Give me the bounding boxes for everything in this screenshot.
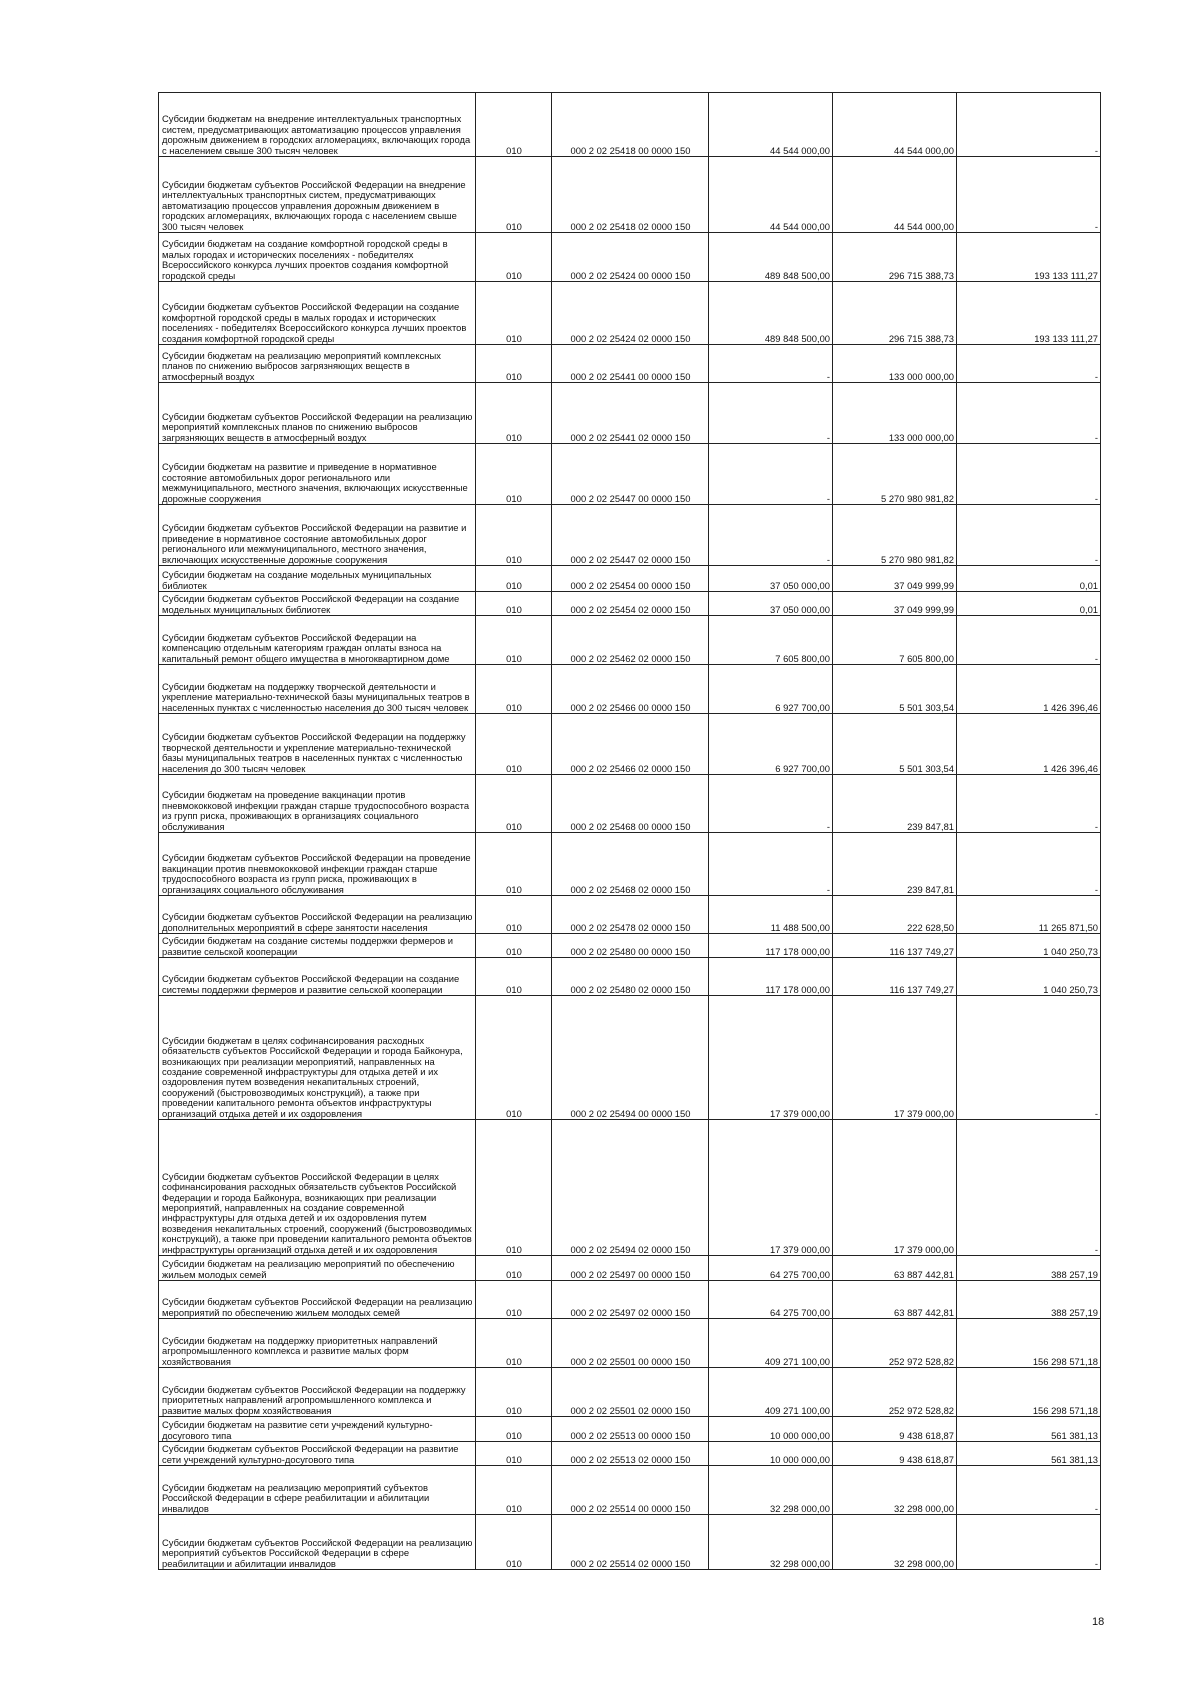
- budget-code-cell: 000 2 02 25424 00 0000 150: [552, 233, 709, 282]
- executed-amount-cell: 32 298 000,00: [833, 1515, 957, 1570]
- budget-code-cell: 000 2 02 25513 00 0000 150: [552, 1417, 709, 1442]
- indicator-name-cell: Субсидии бюджетам субъектов Российской Федерации на внедрение интеллектуальных транспортных систем, предусматривающих автоматизацию процессов управления дорожным движением в городских агломерациях, включающих города с населением свыше 300 тысяч человек: [159, 157, 476, 233]
- table-row: [159, 345, 1101, 383]
- executed-amount-cell: 252 972 528,82: [833, 1368, 957, 1417]
- line-code-cell: 010: [476, 714, 552, 775]
- approved-amount-cell: -: [709, 775, 833, 833]
- unexecuted-amount-cell: 388 257,19: [957, 1281, 1101, 1319]
- indicator-name-cell: Субсидии бюджетам на реализацию мероприятий по обеспечению жильем молодых семей: [159, 1256, 476, 1281]
- unexecuted-amount-cell: 1 426 396,46: [957, 665, 1101, 714]
- unexecuted-amount-cell: 11 265 871,50: [957, 896, 1101, 934]
- table-row: [159, 1120, 1101, 1256]
- table-row: [159, 1442, 1101, 1466]
- table-row: [159, 282, 1101, 345]
- indicator-name-cell: Субсидии бюджетам субъектов Российской Федерации на создание модельных муниципальных библиотек: [159, 592, 476, 616]
- budget-code-cell: 000 2 02 25478 02 0000 150: [552, 896, 709, 934]
- indicator-name-cell: Субсидии бюджетам субъектов Российской Федерации на реализацию мероприятий субъектов Российской Федерации в сфере реабилитации и абилитации инвалидов: [159, 1515, 476, 1570]
- table-row: [159, 383, 1101, 444]
- table-row: [159, 616, 1101, 665]
- approved-amount-cell: 489 848 500,00: [709, 282, 833, 345]
- indicator-name-cell: Субсидии бюджетам на проведение вакцинации против пневмококковой инфекции граждан старше трудоспособного возраста из групп риска, проживающих в организациях социального обслуживания: [159, 775, 476, 833]
- executed-amount-cell: 17 379 000,00: [833, 1120, 957, 1256]
- budget-code-cell: 000 2 02 25466 02 0000 150: [552, 714, 709, 775]
- line-code-cell: 010: [476, 958, 552, 996]
- executed-amount-cell: 5 270 980 981,82: [833, 444, 957, 505]
- approved-amount-cell: 44 544 000,00: [709, 93, 833, 157]
- unexecuted-amount-cell: -: [957, 444, 1101, 505]
- line-code-cell: 010: [476, 592, 552, 616]
- line-code-cell: 010: [476, 1417, 552, 1442]
- approved-amount-cell: 44 544 000,00: [709, 157, 833, 233]
- approved-amount-cell: 32 298 000,00: [709, 1515, 833, 1570]
- indicator-name-cell: Субсидии бюджетам субъектов Российской Федерации на компенсацию отдельным категориям граждан оплаты взноса на капитальный ремонт общего имущества в многоквартирном доме: [159, 616, 476, 665]
- line-code-cell: 010: [476, 996, 552, 1120]
- budget-code-cell: 000 2 02 25454 02 0000 150: [552, 592, 709, 616]
- indicator-name-cell: Субсидии бюджетам на внедрение интеллектуальных транспортных систем, предусматривающих автоматизацию процессов управления дорожным движением в городских агломерациях, включающих города с населением свыше 300 тысяч человек: [159, 93, 476, 157]
- line-code-cell: 010: [476, 1120, 552, 1256]
- indicator-name-cell: Субсидии бюджетам на реализацию мероприятий субъектов Российской Федерации в сфере реабилитации и абилитации инвалидов: [159, 1466, 476, 1515]
- budget-code-cell: 000 2 02 25447 02 0000 150: [552, 505, 709, 566]
- budget-code-cell: 000 2 02 25514 02 0000 150: [552, 1515, 709, 1570]
- line-code-cell: 010: [476, 833, 552, 896]
- indicator-name-cell: Субсидии бюджетам на создание комфортной городской среды в малых городах и исторических поселениях - победителях Всероссийского конкурса лучших проектов создания комфортной городской среды: [159, 233, 476, 282]
- budget-code-cell: 000 2 02 25480 02 0000 150: [552, 958, 709, 996]
- budget-code-cell: 000 2 02 25418 02 0000 150: [552, 157, 709, 233]
- unexecuted-amount-cell: 0,01: [957, 592, 1101, 616]
- executed-amount-cell: 9 438 618,87: [833, 1417, 957, 1442]
- line-code-cell: 010: [476, 233, 552, 282]
- indicator-name-cell: Субсидии бюджетам субъектов Российской Федерации на поддержку творческой деятельности и укрепление материально-технической базы муниципальных театров в населенных пунктах с численностью населения до 300 тысяч человек: [159, 714, 476, 775]
- line-code-cell: 010: [476, 345, 552, 383]
- executed-amount-cell: 222 628,50: [833, 896, 957, 934]
- executed-amount-cell: 239 847,81: [833, 775, 957, 833]
- approved-amount-cell: 37 050 000,00: [709, 592, 833, 616]
- budget-table: [158, 92, 1101, 1570]
- executed-amount-cell: 63 887 442,81: [833, 1281, 957, 1319]
- executed-amount-cell: 252 972 528,82: [833, 1319, 957, 1368]
- table-row: [159, 665, 1101, 714]
- table-row: [159, 444, 1101, 505]
- table-row: [159, 233, 1101, 282]
- budget-code-cell: 000 2 02 25447 00 0000 150: [552, 444, 709, 505]
- executed-amount-cell: 133 000 000,00: [833, 345, 957, 383]
- table-row: [159, 996, 1101, 1120]
- executed-amount-cell: 7 605 800,00: [833, 616, 957, 665]
- approved-amount-cell: 117 178 000,00: [709, 958, 833, 996]
- executed-amount-cell: 239 847,81: [833, 833, 957, 896]
- approved-amount-cell: 117 178 000,00: [709, 934, 833, 958]
- indicator-name-cell: Субсидии бюджетам субъектов Российской Федерации на развитие и приведение в нормативное состояние автомобильных дорог регионального или межмуниципального, местного значения, включающих искусственные дорожные сооружения: [159, 505, 476, 566]
- table-row: [159, 896, 1101, 934]
- indicator-name-cell: Субсидии бюджетам на реализацию мероприятий комплексных планов по снижению выбросов загрязняющих веществ в атмосферный воздух: [159, 345, 476, 383]
- approved-amount-cell: 6 927 700,00: [709, 714, 833, 775]
- approved-amount-cell: 64 275 700,00: [709, 1281, 833, 1319]
- table-row: [159, 1256, 1101, 1281]
- unexecuted-amount-cell: -: [957, 833, 1101, 896]
- line-code-cell: 010: [476, 1256, 552, 1281]
- unexecuted-amount-cell: -: [957, 383, 1101, 444]
- executed-amount-cell: 5 501 303,54: [833, 665, 957, 714]
- line-code-cell: 010: [476, 665, 552, 714]
- indicator-name-cell: Субсидии бюджетам субъектов Российской Федерации на реализацию мероприятий комплексных планов по снижению выбросов загрязняющих веществ в атмосферный воздух: [159, 383, 476, 444]
- line-code-cell: 010: [476, 282, 552, 345]
- line-code-cell: 010: [476, 934, 552, 958]
- unexecuted-amount-cell: 1 040 250,73: [957, 934, 1101, 958]
- approved-amount-cell: 32 298 000,00: [709, 1466, 833, 1515]
- approved-amount-cell: 11 488 500,00: [709, 896, 833, 934]
- executed-amount-cell: 44 544 000,00: [833, 157, 957, 233]
- approved-amount-cell: -: [709, 505, 833, 566]
- unexecuted-amount-cell: 0,01: [957, 566, 1101, 592]
- table-row: [159, 592, 1101, 616]
- executed-amount-cell: 37 049 999,99: [833, 566, 957, 592]
- approved-amount-cell: 64 275 700,00: [709, 1256, 833, 1281]
- unexecuted-amount-cell: -: [957, 93, 1101, 157]
- executed-amount-cell: 133 000 000,00: [833, 383, 957, 444]
- line-code-cell: 010: [476, 1515, 552, 1570]
- budget-code-cell: 000 2 02 25497 00 0000 150: [552, 1256, 709, 1281]
- indicator-name-cell: Субсидии бюджетам в целях софинансирования расходных обязательств субъектов Российской Федерации и города Байконура, возникающих при реализации мероприятий, направленных на создание современной инфраструктуры для отдыха детей и их оздоровления путем возведения некапитальных строений, сооружений (быстровозводимых конструкций), а также при проведении капитального ремонта объектов инфраструктуры организаций отдыха детей и их оздоровления: [159, 996, 476, 1120]
- executed-amount-cell: 44 544 000,00: [833, 93, 957, 157]
- budget-code-cell: 000 2 02 25454 00 0000 150: [552, 566, 709, 592]
- line-code-cell: 010: [476, 383, 552, 444]
- unexecuted-amount-cell: -: [957, 1120, 1101, 1256]
- indicator-name-cell: Субсидии бюджетам на поддержку приоритетных направлений агропромышленного комплекса и развитие малых форм хозяйствования: [159, 1319, 476, 1368]
- approved-amount-cell: -: [709, 833, 833, 896]
- budget-code-cell: 000 2 02 25418 00 0000 150: [552, 93, 709, 157]
- table-row: [159, 1368, 1101, 1417]
- table-row: [159, 934, 1101, 958]
- table-row: [159, 1515, 1101, 1570]
- budget-code-cell: 000 2 02 25514 00 0000 150: [552, 1466, 709, 1515]
- table-row: [159, 93, 1101, 157]
- table-row: [159, 1281, 1101, 1319]
- line-code-cell: 010: [476, 505, 552, 566]
- approved-amount-cell: -: [709, 444, 833, 505]
- table-body: [159, 93, 1101, 1570]
- table-row: [159, 833, 1101, 896]
- approved-amount-cell: 10 000 000,00: [709, 1442, 833, 1466]
- unexecuted-amount-cell: -: [957, 775, 1101, 833]
- indicator-name-cell: Субсидии бюджетам на создание модельных муниципальных библиотек: [159, 566, 476, 592]
- indicator-name-cell: Субсидии бюджетам субъектов Российской Федерации на создание комфортной городской среды в малых городах и исторических поселениях - победителях Всероссийского конкурса лучших проектов создания комфортной городской среды: [159, 282, 476, 345]
- budget-code-cell: 000 2 02 25466 00 0000 150: [552, 665, 709, 714]
- line-code-cell: 010: [476, 896, 552, 934]
- unexecuted-amount-cell: 388 257,19: [957, 1256, 1101, 1281]
- unexecuted-amount-cell: -: [957, 505, 1101, 566]
- unexecuted-amount-cell: -: [957, 345, 1101, 383]
- approved-amount-cell: 409 271 100,00: [709, 1368, 833, 1417]
- indicator-name-cell: Субсидии бюджетам субъектов Российской Федерации на проведение вакцинации против пневмококковой инфекции граждан старше трудоспособного возраста из групп риска, проживающих в организациях социального обслуживания: [159, 833, 476, 896]
- executed-amount-cell: 5 501 303,54: [833, 714, 957, 775]
- executed-amount-cell: 5 270 980 981,82: [833, 505, 957, 566]
- approved-amount-cell: -: [709, 345, 833, 383]
- unexecuted-amount-cell: -: [957, 1466, 1101, 1515]
- budget-code-cell: 000 2 02 25462 02 0000 150: [552, 616, 709, 665]
- unexecuted-amount-cell: 193 133 111,27: [957, 233, 1101, 282]
- indicator-name-cell: Субсидии бюджетам на создание системы поддержки фермеров и развитие сельской кооперации: [159, 934, 476, 958]
- budget-code-cell: 000 2 02 25494 02 0000 150: [552, 1120, 709, 1256]
- approved-amount-cell: -: [709, 383, 833, 444]
- executed-amount-cell: 116 137 749,27: [833, 934, 957, 958]
- executed-amount-cell: 63 887 442,81: [833, 1256, 957, 1281]
- budget-code-cell: 000 2 02 25441 02 0000 150: [552, 383, 709, 444]
- executed-amount-cell: 296 715 388,73: [833, 282, 957, 345]
- executed-amount-cell: 32 298 000,00: [833, 1466, 957, 1515]
- unexecuted-amount-cell: 156 298 571,18: [957, 1319, 1101, 1368]
- approved-amount-cell: 409 271 100,00: [709, 1319, 833, 1368]
- line-code-cell: 010: [476, 444, 552, 505]
- approved-amount-cell: 17 379 000,00: [709, 996, 833, 1120]
- line-code-cell: 010: [476, 1281, 552, 1319]
- approved-amount-cell: 6 927 700,00: [709, 665, 833, 714]
- indicator-name-cell: Субсидии бюджетам субъектов Российской Федерации на поддержку приоритетных направлений агропромышленного комплекса и развитие малых форм хозяйствования: [159, 1368, 476, 1417]
- line-code-cell: 010: [476, 616, 552, 665]
- unexecuted-amount-cell: 561 381,13: [957, 1417, 1101, 1442]
- approved-amount-cell: 10 000 000,00: [709, 1417, 833, 1442]
- executed-amount-cell: 9 438 618,87: [833, 1442, 957, 1466]
- budget-code-cell: 000 2 02 25494 00 0000 150: [552, 996, 709, 1120]
- page-number: 18: [1092, 1616, 1105, 1628]
- table-row: [159, 714, 1101, 775]
- budget-code-cell: 000 2 02 25497 02 0000 150: [552, 1281, 709, 1319]
- budget-code-cell: 000 2 02 25468 02 0000 150: [552, 833, 709, 896]
- executed-amount-cell: 296 715 388,73: [833, 233, 957, 282]
- indicator-name-cell: Субсидии бюджетам субъектов Российской Федерации на реализацию дополнительных мероприятий в сфере занятости населения: [159, 896, 476, 934]
- line-code-cell: 010: [476, 566, 552, 592]
- approved-amount-cell: 37 050 000,00: [709, 566, 833, 592]
- table-row: [159, 958, 1101, 996]
- line-code-cell: 010: [476, 1368, 552, 1417]
- executed-amount-cell: 116 137 749,27: [833, 958, 957, 996]
- unexecuted-amount-cell: 1 426 396,46: [957, 714, 1101, 775]
- line-code-cell: 010: [476, 1442, 552, 1466]
- table-row: [159, 505, 1101, 566]
- table-row: [159, 566, 1101, 592]
- unexecuted-amount-cell: 561 381,13: [957, 1442, 1101, 1466]
- indicator-name-cell: Субсидии бюджетам субъектов Российской Федерации в целях софинансирования расходных обязательств субъектов Российской Федерации и города Байконура, возникающих при реализации мероприятий, направленных на создание современной инфраструктуры для отдыха детей и их оздоровления путем возведения некапитальных строений, сооружений (быстровозводимых конструкций), а также при проведении капитального ремонта объектов инфраструктуры организаций отдыха детей и их оздоровления: [159, 1120, 476, 1256]
- unexecuted-amount-cell: -: [957, 157, 1101, 233]
- budget-code-cell: 000 2 02 25513 02 0000 150: [552, 1442, 709, 1466]
- table-row: [159, 1319, 1101, 1368]
- line-code-cell: 010: [476, 93, 552, 157]
- line-code-cell: 010: [476, 775, 552, 833]
- budget-code-cell: 000 2 02 25480 00 0000 150: [552, 934, 709, 958]
- indicator-name-cell: Субсидии бюджетам субъектов Российской Федерации на реализацию мероприятий по обеспечению жильем молодых семей: [159, 1281, 476, 1319]
- unexecuted-amount-cell: 193 133 111,27: [957, 282, 1101, 345]
- unexecuted-amount-cell: -: [957, 996, 1101, 1120]
- table-row: [159, 1417, 1101, 1442]
- indicator-name-cell: Субсидии бюджетам на поддержку творческой деятельности и укрепление материально-технической базы муниципальных театров в населенных пунктах с численностью населения до 300 тысяч человек: [159, 665, 476, 714]
- executed-amount-cell: 17 379 000,00: [833, 996, 957, 1120]
- line-code-cell: 010: [476, 157, 552, 233]
- indicator-name-cell: Субсидии бюджетам субъектов Российской Федерации на развитие сети учреждений культурно-досугового типа: [159, 1442, 476, 1466]
- executed-amount-cell: 37 049 999,99: [833, 592, 957, 616]
- table-row: [159, 1466, 1101, 1515]
- indicator-name-cell: Субсидии бюджетам на развитие сети учреждений культурно-досугового типа: [159, 1417, 476, 1442]
- indicator-name-cell: Субсидии бюджетам субъектов Российской Федерации на создание системы поддержки фермеров и развитие сельской кооперации: [159, 958, 476, 996]
- indicator-name-cell: Субсидии бюджетам на развитие и приведение в нормативное состояние автомобильных дорог регионального или межмуниципального, местного значения, включающих искусственные дорожные сооружения: [159, 444, 476, 505]
- budget-code-cell: 000 2 02 25468 00 0000 150: [552, 775, 709, 833]
- unexecuted-amount-cell: -: [957, 616, 1101, 665]
- approved-amount-cell: 489 848 500,00: [709, 233, 833, 282]
- table-row: [159, 157, 1101, 233]
- approved-amount-cell: 17 379 000,00: [709, 1120, 833, 1256]
- unexecuted-amount-cell: 156 298 571,18: [957, 1368, 1101, 1417]
- approved-amount-cell: 7 605 800,00: [709, 616, 833, 665]
- budget-code-cell: 000 2 02 25501 00 0000 150: [552, 1319, 709, 1368]
- unexecuted-amount-cell: -: [957, 1515, 1101, 1570]
- line-code-cell: 010: [476, 1466, 552, 1515]
- table-row: [159, 775, 1101, 833]
- line-code-cell: 010: [476, 1319, 552, 1368]
- budget-code-cell: 000 2 02 25501 02 0000 150: [552, 1368, 709, 1417]
- unexecuted-amount-cell: 1 040 250,73: [957, 958, 1101, 996]
- budget-code-cell: 000 2 02 25424 02 0000 150: [552, 282, 709, 345]
- budget-code-cell: 000 2 02 25441 00 0000 150: [552, 345, 709, 383]
